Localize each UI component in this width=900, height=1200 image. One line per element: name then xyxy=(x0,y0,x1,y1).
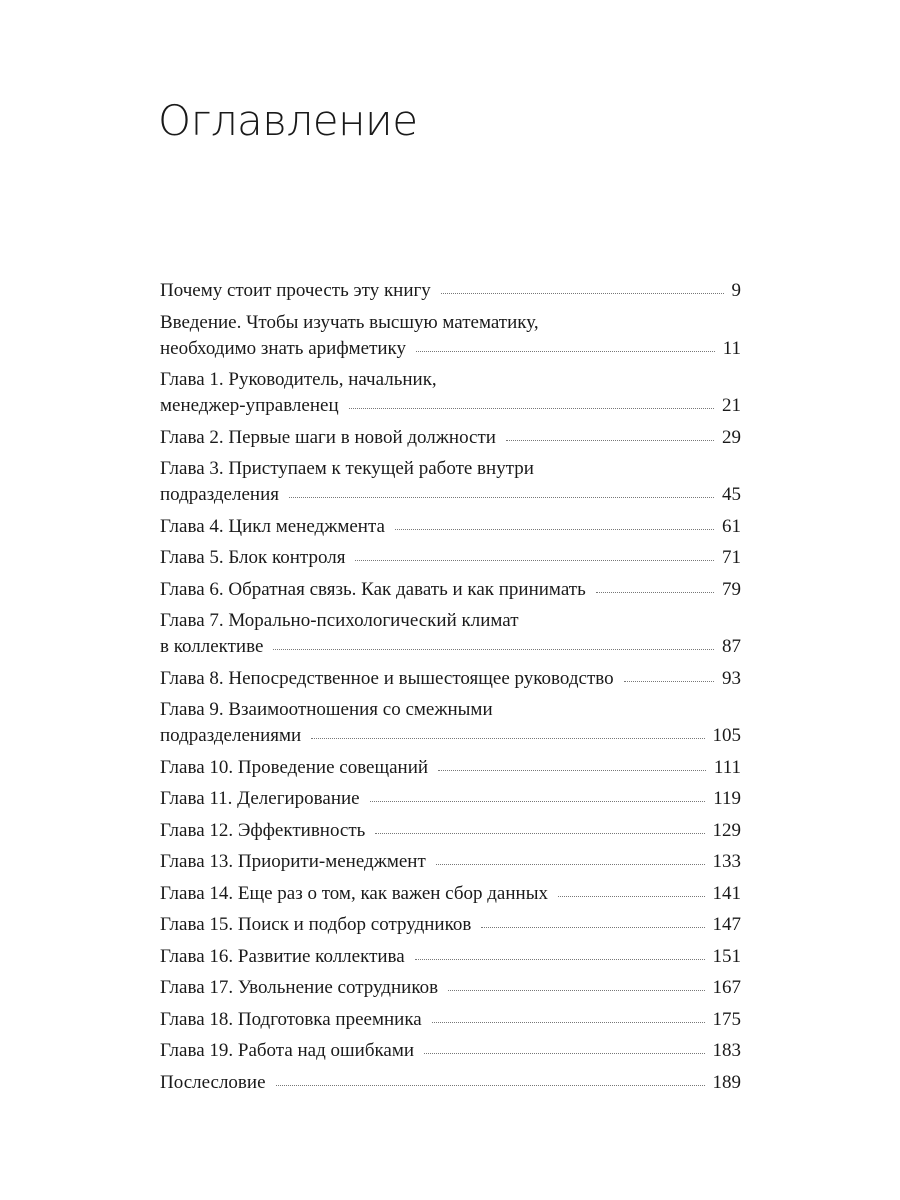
dot-leader xyxy=(432,1022,705,1023)
toc-entry-title: Глава 19. Работа над ошибками xyxy=(160,1040,415,1061)
toc-entry[interactable] xyxy=(160,514,741,540)
toc-page-number: 87 xyxy=(722,636,741,657)
toc-entry-title: Глава 6. Обратная связь. Как давать и как принимать xyxy=(160,578,586,600)
dot-leader xyxy=(311,738,704,739)
toc-entry-line xyxy=(160,278,741,304)
toc-entry-line xyxy=(160,1038,741,1064)
dot-leader xyxy=(289,497,714,498)
toc-page-number: 11 xyxy=(722,337,741,359)
toc-page-number: 111 xyxy=(713,756,741,778)
toc-page-number: 189 xyxy=(712,1071,741,1093)
toc-entry-line xyxy=(160,634,741,660)
toc-entry[interactable] xyxy=(160,1038,741,1064)
toc-entry-title: Глава 2. Первые шаги в новой должности xyxy=(160,426,496,448)
toc-entry-line xyxy=(160,514,741,540)
toc-entry[interactable] xyxy=(160,545,741,571)
toc-entry-line xyxy=(160,1070,741,1096)
toc-entry[interactable] xyxy=(160,577,741,603)
toc-page-number: 119 xyxy=(713,788,741,809)
toc-entry-line xyxy=(160,1007,741,1033)
toc-page-number: 147 xyxy=(712,914,741,935)
dot-leader xyxy=(276,1085,705,1086)
dot-leader xyxy=(438,770,706,771)
toc-entry[interactable] xyxy=(160,1007,741,1033)
toc-entry-title: Глава 12. Эффективность xyxy=(160,819,366,841)
toc-page-number: 9 xyxy=(731,280,741,301)
toc-page-number: 45 xyxy=(722,484,741,505)
toc-page-number: 151 xyxy=(712,945,741,967)
dot-leader xyxy=(273,649,714,650)
toc-entry-title: Глава 15. Поиск и подбор сотрудников xyxy=(160,914,472,935)
toc-page-number: 105 xyxy=(712,725,741,746)
toc-entry[interactable] xyxy=(160,912,741,938)
toc-entry-title: Глава 17. Увольнение сотрудников xyxy=(160,977,439,998)
dot-leader xyxy=(448,990,704,991)
toc-entry-line xyxy=(160,336,741,362)
toc-page-number: 141 xyxy=(712,882,741,904)
dot-leader xyxy=(558,896,705,897)
toc-entry-title: Глава 4. Цикл менеджмента xyxy=(160,515,385,537)
toc-page-number: 79 xyxy=(722,578,741,600)
table-of-contents xyxy=(160,278,741,1101)
toc-entry-title: Глава 5. Блок контроля xyxy=(160,547,346,568)
toc-page-number: 129 xyxy=(712,819,741,841)
toc-entry-title-line: Введение. Чтобы изучать высшую математику, xyxy=(160,311,539,333)
page-title: Оглавление xyxy=(158,96,418,145)
toc-entry-line xyxy=(160,975,741,1001)
toc-entry[interactable] xyxy=(160,608,741,660)
toc-entry-line xyxy=(160,393,741,419)
toc-entry-title: подразделения xyxy=(160,484,279,505)
toc-page-number: 61 xyxy=(722,515,741,537)
dot-leader xyxy=(415,959,705,960)
toc-page-number: 175 xyxy=(712,1008,741,1030)
toc-entry-title: в коллективе xyxy=(160,636,264,657)
toc-entry-line xyxy=(160,755,741,781)
toc-page-number: 167 xyxy=(712,977,741,998)
dot-leader xyxy=(506,440,714,441)
toc-entry-line xyxy=(160,818,741,844)
toc-page-number: 71 xyxy=(722,547,741,568)
toc-page-number: 21 xyxy=(722,395,741,416)
toc-entry[interactable] xyxy=(160,456,741,508)
toc-entry-line xyxy=(160,849,741,875)
toc-entry-line xyxy=(160,786,741,812)
toc-entry-title-line: Глава 3. Приступаем к текущей работе внутри xyxy=(160,458,534,479)
toc-entry[interactable] xyxy=(160,697,741,749)
toc-entry-title: Глава 13. Приорити-менеджмент xyxy=(160,851,426,872)
toc-entry-line xyxy=(160,577,741,603)
toc-entry-line xyxy=(160,944,741,970)
toc-page-number: 133 xyxy=(712,851,741,872)
toc-entry-line xyxy=(160,482,741,508)
toc-entry-title-line: Глава 9. Взаимоотношения со смежными xyxy=(160,699,493,720)
toc-entry-line xyxy=(160,912,741,938)
dot-leader xyxy=(349,408,714,409)
toc-page-number: 183 xyxy=(712,1040,741,1061)
dot-leader xyxy=(481,927,704,928)
toc-entry-title: Глава 11. Делегирование xyxy=(160,788,360,809)
toc-entry[interactable] xyxy=(160,425,741,451)
toc-entry-title: необходимо знать арифметику xyxy=(160,337,407,359)
dot-leader xyxy=(624,681,714,682)
toc-entry-title: Глава 10. Проведение совещаний xyxy=(160,756,429,778)
toc-entry[interactable] xyxy=(160,786,741,812)
dot-leader xyxy=(441,293,724,294)
toc-entry[interactable] xyxy=(160,310,741,362)
toc-entry-title: Глава 8. Непосредственное и вышестоящее руководство xyxy=(160,667,614,689)
toc-entry-line xyxy=(160,666,741,692)
toc-entry[interactable] xyxy=(160,1070,741,1096)
dot-leader xyxy=(395,529,714,530)
toc-page-number: 29 xyxy=(722,426,741,448)
toc-entry-title-line: Глава 7. Морально-психологический климат xyxy=(160,610,519,631)
toc-page-number: 93 xyxy=(722,667,741,689)
toc-entry-title: Глава 14. Еще раз о том, как важен сбор данных xyxy=(160,882,548,904)
toc-entry[interactable] xyxy=(160,975,741,1001)
toc-entry[interactable] xyxy=(160,881,741,907)
toc-entry-title: Глава 18. Подготовка преемника xyxy=(160,1008,422,1030)
toc-entry-title-line: Глава 1. Руководитель, начальник, xyxy=(160,369,437,390)
toc-entry-line xyxy=(160,545,741,571)
toc-entry[interactable] xyxy=(160,278,741,304)
toc-entry[interactable] xyxy=(160,755,741,781)
toc-entry-line xyxy=(160,881,741,907)
dot-leader xyxy=(424,1053,704,1054)
toc-entry-title: Глава 16. Развитие коллектива xyxy=(160,945,405,967)
dot-leader xyxy=(355,560,714,561)
toc-entry-title: Послесловие xyxy=(160,1071,266,1093)
toc-entry-line xyxy=(160,425,741,451)
toc-entry[interactable] xyxy=(160,367,741,419)
toc-entry[interactable] xyxy=(160,818,741,844)
toc-entry[interactable] xyxy=(160,849,741,875)
dot-leader xyxy=(416,351,715,352)
toc-entry[interactable] xyxy=(160,944,741,970)
toc-entry[interactable] xyxy=(160,666,741,692)
toc-entry-title: Почему стоит прочесть эту книгу xyxy=(160,280,431,301)
dot-leader xyxy=(375,833,704,834)
toc-entry-title: менеджер-управленец xyxy=(160,395,339,416)
dot-leader xyxy=(436,864,705,865)
toc-entry-title: подразделениями xyxy=(160,725,302,746)
dot-leader xyxy=(370,801,706,802)
dot-leader xyxy=(596,592,714,593)
toc-entry-line xyxy=(160,723,741,749)
